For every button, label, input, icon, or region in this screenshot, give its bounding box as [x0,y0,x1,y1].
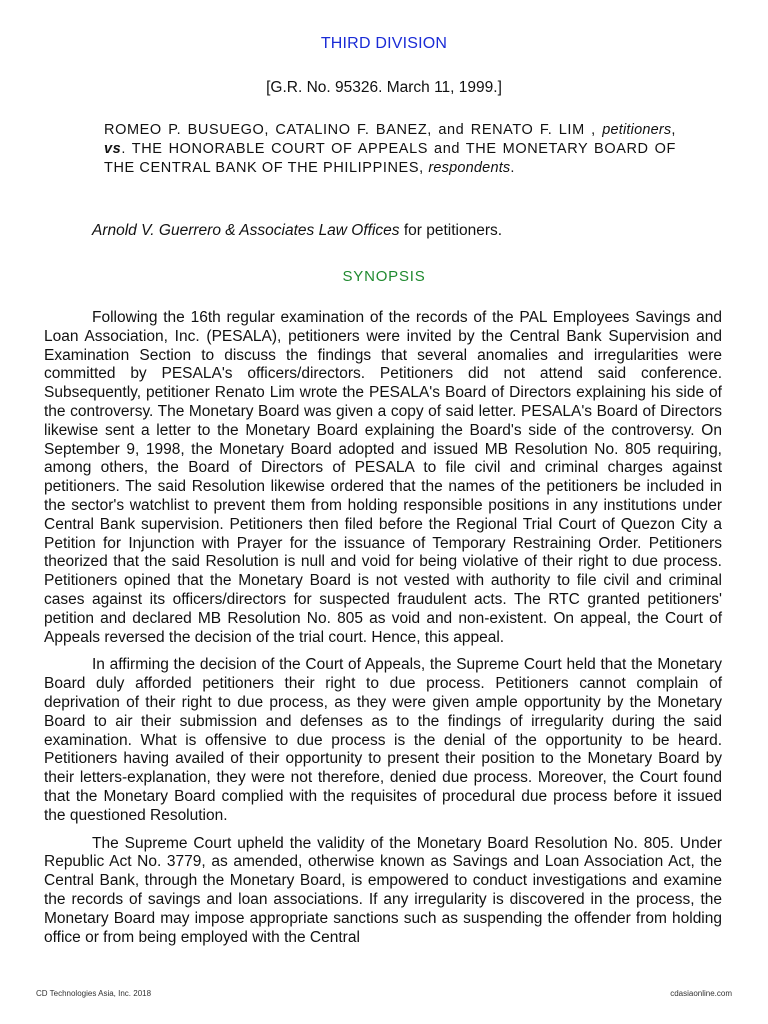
synopsis-paragraph-1: Following the 16th regular examination of the records of the PAL Employees Savings and Loan Association, Inc. (PESALA), petitioners were invited by the Central Bank Supervision and Examination Section to discuss the findings that several anomalies and irregularities were committed by PESALA's officers/directors. Petitioners did not attend said conference. Subsequently, petitioner Renato Lim wrote the PESALA's Board of Directors explaining his side of the controversy. The Monetary Board was given a copy of said letter. PESALA's Board of Directors likewise sent a letter to the Monetary Board explaining the Board's side of the controversy. On September 9, 1998, the Monetary Board adopted and issued MB Resolution No. 805 requiring, among others, the Board of Directors of PESALA to file civil and criminal charges against petitioners. The said Resolution likewise ordered that the names of the petitioners be included in the sector's watchlist to prevent them from holding responsible positions in any institutions under Central Bank supervision. Petitioners then filed before the Regional Trial Court of Quezon City a Petition for Injunction with Prayer for the issuance of Temporary Restraining Order. Petitioners theorized that the said Resolution is null and void for being violative of their right to due process. Petitioners opined that the Monetary Board is not vested with authority to file civil and criminal cases against its officers/directors for suspected fraudulent acts. The RTC granted petitioners' petition and declared MB Resolution No. 805 as void and non-existent. On appeal, the Court of Appeals reversed the decision of the trial court. Hence, this appeal. [44,309,722,646]
respondents-names: THE HONORABLE COURT OF APPEALS and THE MONETARY BOARD OF THE CENTRAL BANK OF THE PHILIPPINES, [104,141,676,176]
footer-copyright: CD Technologies Asia, Inc. 2018 [36,989,152,998]
case-number: [G.R. No. 95326. March 11, 1999.] [266,79,502,96]
synopsis-paragraph-2: In affirming the decision of the Court of Appeals, the Supreme Court held that the Monetary Board duly afforded petitioners their right to due process. Petitioners cannot complain of deprivation of their right to due process, as they were given ample opportunity by the Monetary Board to air their submission and defenses as to the findings of irregularity during the said examination. What is offensive to due process is the denial of the opportunity to be heard. Petitioners having availed of their opportunity to present their position to the Monetary Board by their letters-explanation, they were not therefore, denied due process. Moreover, the Court found that the Monetary Board complied with the requisites of procedural due process before it issued the questioned Resolution. [44,656,722,824]
synopsis-paragraph-3: The Supreme Court upheld the validity of the Monetary Board Resolution No. 805. Under Republic Act No. 3779, as amended, otherwise known as Savings and Loan Association Act, the Central Bank, through the Monetary Board, is empowered to conduct investigations and examine the records of savings and loan associations. If any irregularity is discovered in the process, the Monetary Board may impose appropriate sanctions such as suspending the offender from holding office or from being employed with the Central [44,834,722,946]
division-heading: THIRD DIVISION [320,35,448,52]
counsel-line [92,222,712,240]
versus-label: vs [104,141,122,157]
footer-site: cdasiaonline.com [670,989,732,998]
counsel-role: for petitioners. [399,222,503,239]
counsel-firm: Arnold V. Guerrero & Associates Law Offices [92,222,400,239]
petitioners-label: petitioners [602,122,672,138]
synopsis-body [44,309,722,956]
case-parties: ROMEO P. BUSUEGO, CATALINO F. BANEZ, and RENATO F. LIM , petitioners, vs. THE HONORABLE COURT OF APPEALS and THE MONETARY BOARD OF THE CENTRAL BANK OF THE PHILIPPINES, respondents. [104,122,676,176]
synopsis-heading: SYNOPSIS [342,268,426,285]
respondents-label: respondents [428,160,511,176]
petitioners-names: ROMEO P. BUSUEGO, CATALINO F. BANEZ, and RENATO F. LIM , [104,122,596,138]
